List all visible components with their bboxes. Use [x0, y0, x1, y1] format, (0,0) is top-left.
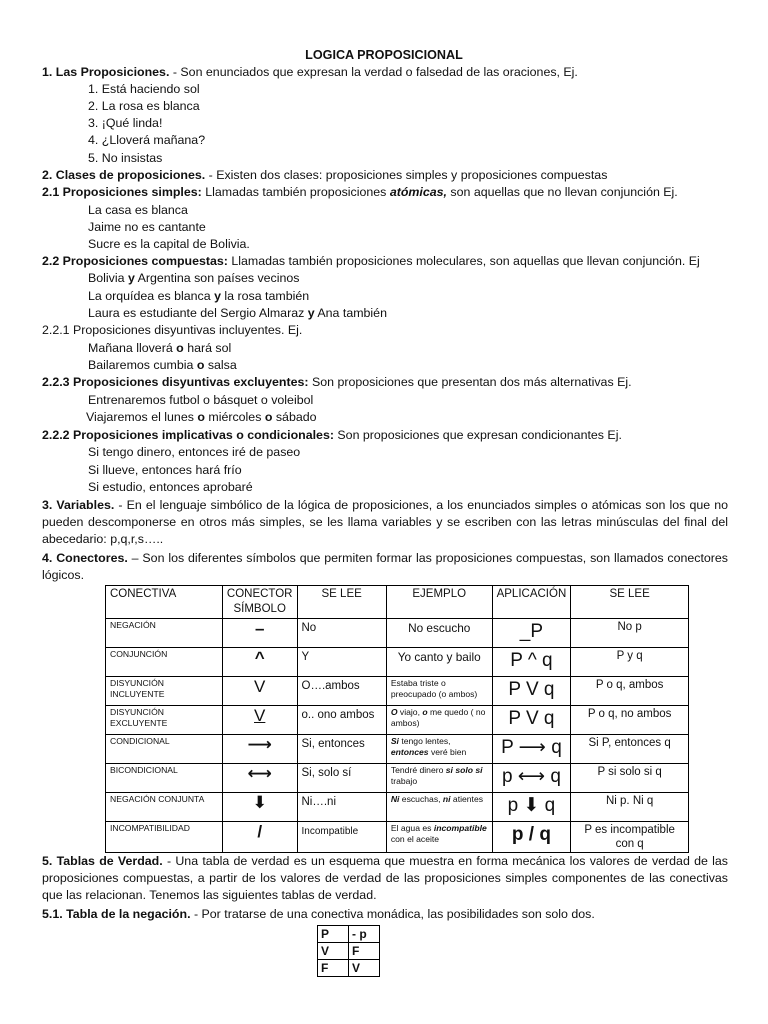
connective-name: DISYUNCIÓN INCLUYENTE — [106, 677, 223, 706]
connector-table — [105, 585, 689, 853]
column-header: APLICACIÓN — [492, 586, 571, 619]
column-header: SE LEE — [297, 586, 386, 619]
list-item: La casa es blanca — [88, 203, 188, 217]
section-2-2-text: Llamadas también proposiciones moleculares, son aquellas que llevan conjunción. Ej — [227, 254, 700, 268]
table-cell: F — [318, 960, 349, 977]
section-1 — [42, 64, 728, 81]
list-item: Sucre es la capital de Bolivia. — [88, 237, 250, 251]
list-item: La orquídea es blanca y la rosa también — [88, 289, 310, 303]
slash-icon: / — [222, 822, 297, 853]
reads-cell: Incompatible — [297, 822, 386, 853]
list-item: Viajaremos el lunes o miércoles o sábado — [86, 410, 317, 424]
disjunction-symbol: V — [222, 677, 297, 706]
application-cell: P V q — [492, 706, 571, 735]
table-row — [106, 793, 689, 822]
list-item: 2. La rosa es blanca — [88, 99, 200, 113]
table-row — [106, 822, 689, 853]
section-2-1-text: Llamadas también proposiciones — [201, 185, 390, 199]
table-row — [106, 706, 689, 735]
section-2-2-3-heading: 2.2.3 Proposiciones disyuntivas excluyentes: — [42, 375, 309, 389]
arrow-down-icon: ⬇ — [222, 793, 297, 822]
table-header-row — [318, 926, 380, 943]
list-item: 4. ¿Lloverá mañana? — [88, 133, 206, 147]
column-header: EJEMPLO — [386, 586, 492, 619]
reads-cell: No — [297, 619, 386, 648]
connective-name: NEGACIÓN — [106, 619, 223, 648]
reads2-cell: No p — [571, 619, 689, 648]
connective-name: DISYUNCIÓN EXCLUYENTE — [106, 706, 223, 735]
table-row — [318, 960, 380, 977]
list-item: Si estudio, entonces aprobaré — [88, 480, 253, 494]
list-item: Bolivia y Argentina son países vecinos — [88, 271, 300, 285]
connective-name: INCOMPATIBILIDAD — [106, 822, 223, 853]
list-item: Si llueve, entonces hará frío — [88, 463, 242, 477]
section-2-1-heading: 2.1 Proposiciones simples: — [42, 185, 202, 199]
example-cell: No escucho — [386, 619, 492, 648]
reads2-cell: Si P, entonces q — [571, 735, 689, 764]
section-5-1-text: - Por tratarse de una conectiva monádica, las posibilidades son solo dos. — [190, 907, 595, 921]
arrow-right-icon: ⟶ — [222, 735, 297, 764]
section-3-heading: 3. Variables. — [42, 498, 115, 512]
section-4-text: – Son los diferentes símbolos que permiten formar las proposiciones compuestas, son llamados conectores lógicos. — [42, 551, 728, 582]
application-cell: p ⟷ q — [492, 764, 571, 793]
application-cell: P V q — [492, 677, 571, 706]
section-1-heading: 1. Las Proposiciones. — [42, 65, 170, 79]
section-3-text: - En el lenguaje simbólico de la lógica de proposiciones, a los enunciados simples o atómicas son los que no pueden descomponerse en otros más simples, se les llama variables y se escriben con las letras minúsculas del final del abecedario: p,q,r,s….. — [42, 498, 728, 546]
application-cell: p ⬇ q — [492, 793, 571, 822]
reads2-cell: P o q, ambos — [571, 677, 689, 706]
table-row — [106, 648, 689, 677]
column-header: CONECTIVA — [106, 586, 223, 619]
conjunction-symbol: ^ — [222, 648, 297, 677]
section-2-2-3-text: Son proposiciones que presentan dos más alternativas Ej. — [308, 375, 632, 389]
connective-name: BICONDICIONAL — [106, 764, 223, 793]
example-cell: Ni escuchas, ni atientes — [386, 793, 492, 822]
section-2-2 — [42, 253, 728, 270]
reads-cell: Y — [297, 648, 386, 677]
reads2-cell: P y q — [571, 648, 689, 677]
table-row — [106, 764, 689, 793]
list-item: Mañana lloverá o hará sol — [88, 341, 232, 355]
connective-name: CONDICIONAL — [106, 735, 223, 764]
section-2-2-heading: 2.2 Proposiciones compuestas: — [42, 254, 228, 268]
table-row — [106, 619, 689, 648]
column-header: CONECTOR SÍMBOLO — [222, 586, 297, 619]
example-cell: Tendré dinero si solo si trabajo — [386, 764, 492, 793]
example-cell: El agua es incompatible con el aceite — [386, 822, 492, 853]
example-cell: O viajo, o me quedo ( no ambos) — [386, 706, 492, 735]
list-item: Jaime no es cantante — [88, 220, 206, 234]
list-item: 3. ¡Qué linda! — [88, 116, 163, 130]
application-cell: P ⟶ q — [492, 735, 571, 764]
table-row — [318, 943, 380, 960]
page-title: LOGICA PROPOSICIONAL — [305, 48, 463, 62]
arrow-both-icon: ⟷ — [222, 764, 297, 793]
table-cell: V — [318, 943, 349, 960]
section-4-heading: 4. Conectores. — [42, 551, 128, 565]
list-item: Entrenaremos futbol o básquet o voleibol — [88, 393, 314, 407]
section-5-heading: 5. Tablas de Verdad. — [42, 854, 163, 868]
section-5-text: - Una tabla de verdad es un esquema que muestra en forma mecánica los valores de verdad de las proposiciones compuestas, a partir de los valores de verdad de las proposiciones simples componentes de las conectivas que las relacionan. Tenemos las siguientes tablas de verdad. — [42, 854, 728, 902]
reads-cell: Si, solo sí — [297, 764, 386, 793]
exclusive-disjunction-symbol: V — [222, 706, 297, 735]
table-row — [106, 735, 689, 764]
application-cell: _P — [492, 619, 571, 648]
section-2-heading: 2. Clases de proposiciones. — [42, 168, 206, 182]
list-item: Bailaremos cumbia o salsa — [88, 358, 237, 372]
table-cell: V — [349, 960, 380, 977]
table-row — [106, 677, 689, 706]
reads2-cell: P si solo si q — [571, 764, 689, 793]
list-item: Laura es estudiante del Sergio Almaraz y Ana también — [88, 306, 387, 320]
table-cell: F — [349, 943, 380, 960]
truth-table-negation — [317, 925, 380, 977]
section-5-1-heading: 5.1. Tabla de la negación. — [42, 907, 191, 921]
list-item: Si tengo dinero, entonces iré de paseo — [88, 445, 301, 459]
section-2-2-2-heading: 2.2.2 Proposiciones implicativas o condicionales: — [42, 428, 334, 442]
reads-cell: Si, entonces — [297, 735, 386, 764]
application-cell: p / q — [492, 822, 571, 853]
list-item: 1. Está haciendo sol — [88, 82, 200, 96]
reads2-cell: P o q, no ambos — [571, 706, 689, 735]
section-2-2-2-text: Son proposiciones que expresan condicionantes Ej. — [333, 428, 622, 442]
column-header: - p — [349, 926, 380, 943]
reads-cell: O….ambos — [297, 677, 386, 706]
section-2-1 — [42, 184, 728, 201]
table-header-row — [106, 586, 689, 619]
reads2-cell: Ni p. Ni q — [571, 793, 689, 822]
connective-name: NEGACIÓN CONJUNTA — [106, 793, 223, 822]
reads-cell: o.. ono ambos — [297, 706, 386, 735]
column-header: SE LEE — [571, 586, 689, 619]
connective-name: CONJUNCIÓN — [106, 648, 223, 677]
section-2-2-2 — [42, 427, 728, 444]
list-item: 5. No insistas — [88, 151, 163, 165]
section-3 — [42, 497, 728, 548]
emphasis-atomicas: atómicas, — [389, 185, 447, 199]
reads2-cell: P es incompatible con q — [571, 822, 689, 853]
section-2-2-1: 2.2.1 Proposiciones disyuntivas incluyentes. Ej. — [42, 323, 303, 337]
section-2 — [42, 167, 728, 184]
section-2-text: - Existen dos clases: proposiciones simples y proposiciones compuestas — [205, 168, 608, 182]
section-5-1 — [42, 906, 728, 923]
section-4 — [42, 550, 728, 584]
application-cell: P ^ q — [492, 648, 571, 677]
example-cell: Estaba triste o preocupado (o ambos) — [386, 677, 492, 706]
example-cell: Si tengo lentes, entonces veré bien — [386, 735, 492, 764]
section-5 — [42, 853, 728, 904]
column-header: P — [318, 926, 349, 943]
section-1-text: - Son enunciados que expresan la verdad o falsedad de las oraciones, Ej. — [169, 65, 578, 79]
section-2-1-text-b: son aquellas que no llevan conjunción Ej. — [446, 185, 678, 199]
example-cell: Yo canto y bailo — [386, 648, 492, 677]
reads-cell: Ni….ni — [297, 793, 386, 822]
section-2-2-3 — [42, 374, 728, 391]
negation-symbol: – — [222, 619, 297, 648]
